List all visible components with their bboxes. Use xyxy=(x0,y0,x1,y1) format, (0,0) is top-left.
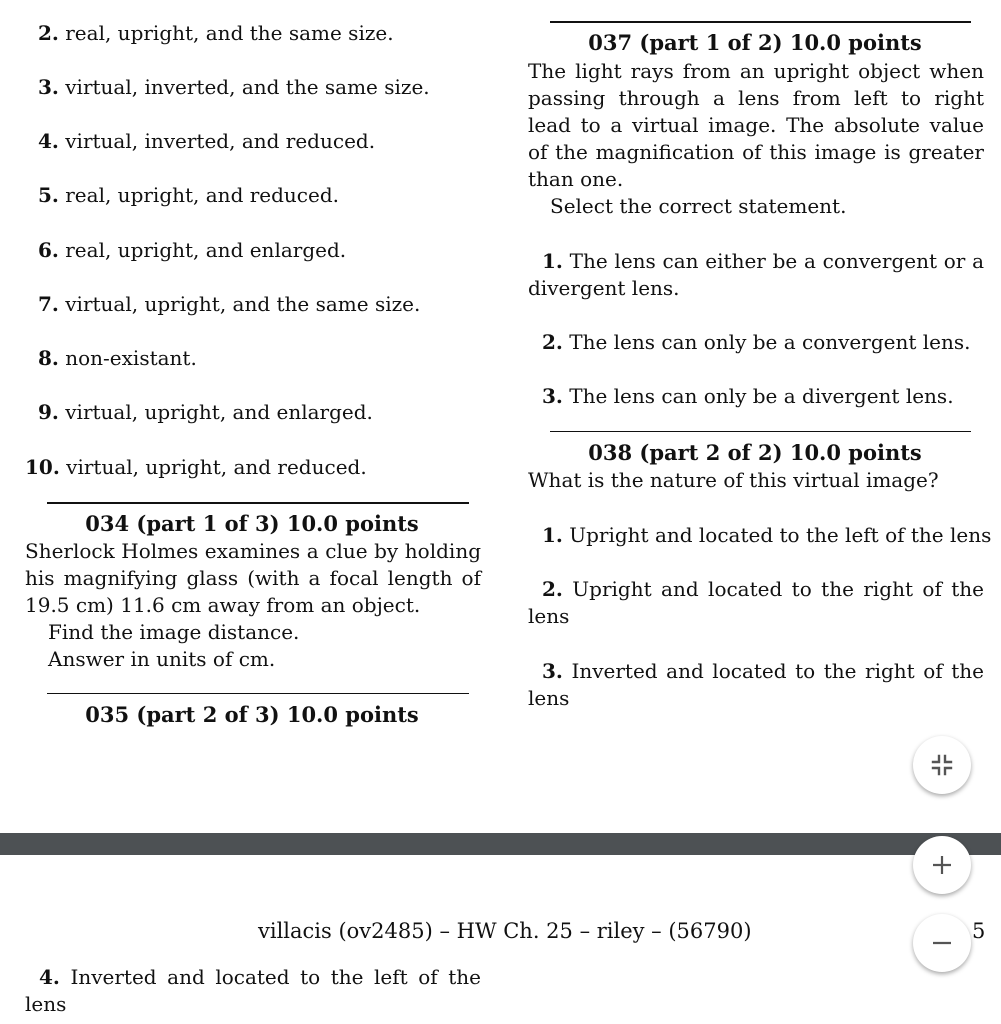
question-034-prompt: Find the image distance. xyxy=(48,620,300,644)
question-037-prompt: Select the correct statement. xyxy=(550,194,847,218)
question-038-heading: 038 (part 2 of 2) 10.0 points xyxy=(588,440,922,465)
page-number: 5 xyxy=(972,919,986,943)
minus-icon xyxy=(931,932,953,954)
question-034-heading: 034 (part 1 of 3) 10.0 points xyxy=(85,511,419,536)
question-038-option-2: 2. Upright and located to the right of the lens xyxy=(528,577,985,628)
question-037-body: The light rays from an upright object when passing through a lens from left to right lead to a virtual image. The absolute value of the magnification of this image is greater than one. xyxy=(528,59,984,191)
question-037-option-1: 1. The lens can either be a convergent or a divergent lens. xyxy=(528,249,985,300)
question-035-heading: 035 (part 2 of 3) 10.0 points xyxy=(85,702,419,727)
question-divider xyxy=(47,693,469,694)
question-divider xyxy=(550,431,971,432)
question-037-heading: 037 (part 1 of 2) 10.0 points xyxy=(588,30,922,55)
collapse-arrows-icon xyxy=(930,753,954,777)
option-5: 5. real, upright, and reduced. xyxy=(38,183,339,207)
option-9: 9. virtual, upright, and enlarged. xyxy=(38,400,373,424)
option-6: 6. real, upright, and enlarged. xyxy=(38,238,347,262)
page-separator xyxy=(0,833,1001,856)
pdf-page-lower xyxy=(0,855,1001,1024)
option-3: 3. virtual, inverted, and the same size. xyxy=(38,75,430,99)
zoom-out-button[interactable] xyxy=(913,914,971,972)
question-038-option-4: 4. Inverted and located to the left of the lens xyxy=(25,965,482,1016)
option-7: 7. virtual, upright, and the same size. xyxy=(38,292,421,316)
option-8: 8. non-existant. xyxy=(38,346,197,370)
question-divider xyxy=(550,21,971,23)
question-038-option-1: 1. Upright and located to the left of the lens xyxy=(542,523,992,547)
option-2: 2. real, upright, and the same size. xyxy=(38,21,394,45)
question-038-option-3: 3. Inverted and located to the right of the lens xyxy=(528,659,984,710)
option-10: 10. virtual, upright, and reduced. xyxy=(25,455,367,479)
question-034-units: Answer in units of cm. xyxy=(48,647,276,671)
page-header: villacis (ov2485) – HW Ch. 25 – riley – (56790) xyxy=(258,919,752,943)
fit-page-button[interactable] xyxy=(913,736,971,794)
question-divider xyxy=(47,502,469,504)
question-037-option-3: 3. The lens can only be a divergent lens. xyxy=(542,384,954,408)
zoom-in-button[interactable] xyxy=(913,836,971,894)
question-038-body: What is the nature of this virtual image? xyxy=(528,468,939,492)
question-037-option-2: 2. The lens can only be a convergent lens. xyxy=(542,330,971,354)
option-4: 4. virtual, inverted, and reduced. xyxy=(38,129,376,153)
plus-icon xyxy=(931,854,953,876)
question-034-body: Sherlock Holmes examines a clue by holding his magnifying glass (with a focal length of 19.5 cm) 11.6 cm away from an object. xyxy=(25,539,481,617)
